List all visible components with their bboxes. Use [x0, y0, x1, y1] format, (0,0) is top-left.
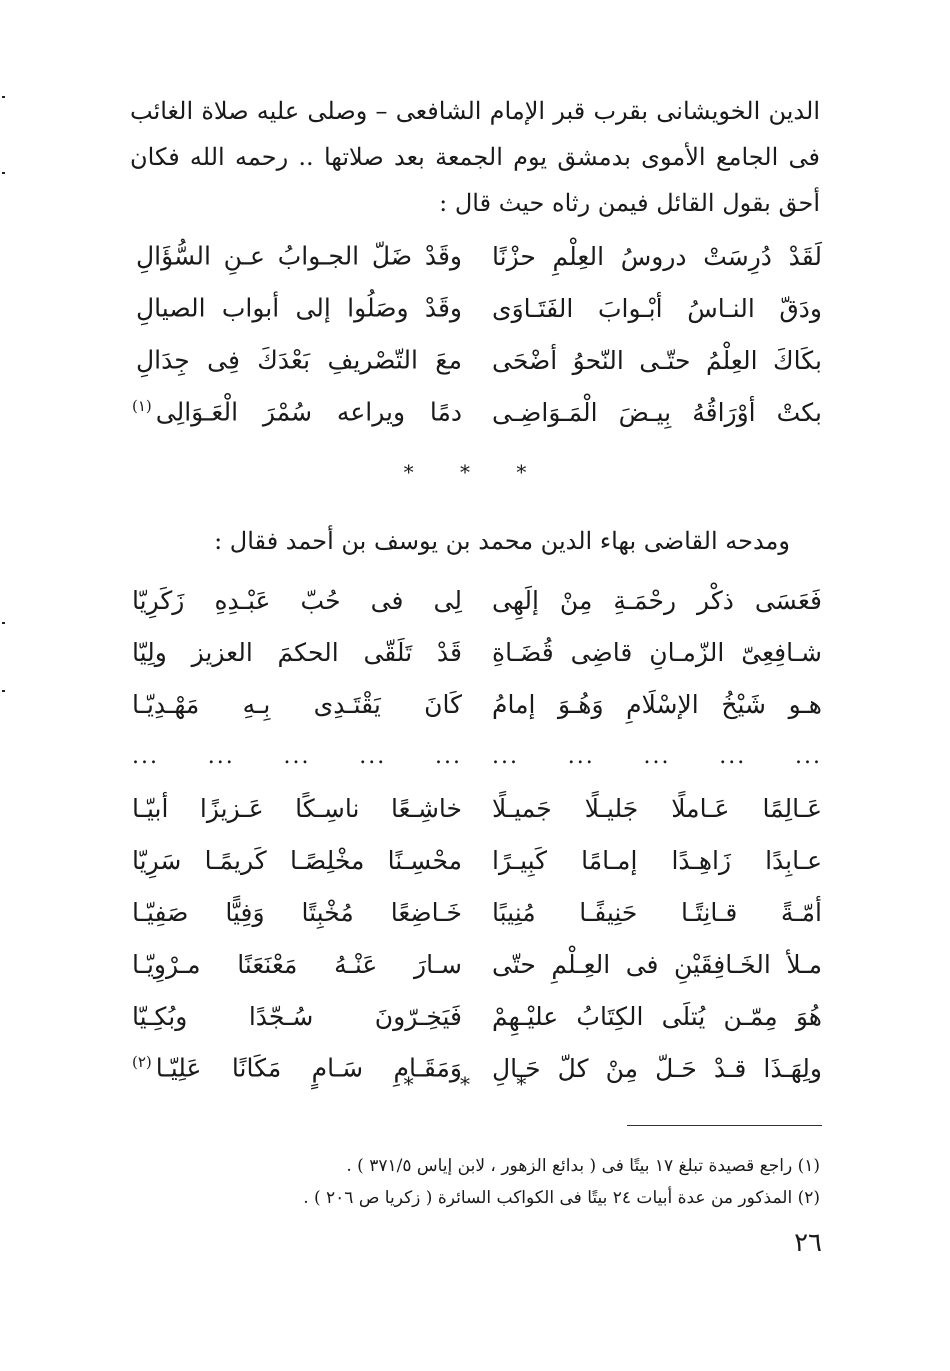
- omission-ellipsis: ... ... ... ... ... ... ... ... ... ...: [132, 743, 822, 769]
- first-hemistich: فَعَسَى ذكْر رحْمَـةِ مِنْ إلَهِى: [492, 585, 822, 615]
- second-hemistich: قَدْ تَلَقّى الحكمَ العزيز ولِيّا: [132, 637, 462, 667]
- margin-mark: [2, 172, 5, 174]
- first-hemistich: عـابِدًا زَاهِـدًا إمـامًا كَبِيـرًا: [492, 845, 822, 875]
- verse-line: [132, 334, 822, 386]
- second-hemistich: وقَدْ ضَلّ الجـوابُ عـنِ السُّؤَالِ: [136, 241, 462, 271]
- footnote-item: (٢) المذكور من عدة أبيات ٢٤ بيتًا فى الكواكب السائرة ( زكريا ص ٢٠٦ ) .: [303, 1188, 820, 1208]
- first-hemistich: لَقَدْ دُرِسَتْ دروسُ العِلْمِ حزْنًا: [492, 241, 822, 271]
- first-hemistich: مـلأ الخَـافِقَيْنِ فى العِـلْمِ حتّى: [492, 949, 822, 979]
- first-hemistich: عَـالِمًا عَـاملًا جَليـلًا جَميـلًا: [492, 793, 822, 823]
- elegy-poem: [132, 230, 822, 438]
- second-hemistich: خاشِـعًا ناسِـكًا عَـزيزًا أبيّـا: [132, 793, 462, 823]
- poem-intro: ومدحه القاضى بهاء الدين محمد بن يوسف بن أحمد فقال :: [214, 527, 790, 555]
- verse-line: [132, 834, 822, 886]
- second-hemistich: معَ التّصْريفِ بَعْدَكَ فِى جِدَالِ: [136, 345, 462, 375]
- second-hemistich: كَانَ يَقْتَـدِى بِـهِ مَهْـدِيّـا: [132, 689, 462, 719]
- page-number: ٢٦: [794, 1228, 822, 1258]
- second-hemistich: وقَدْ وصَلُوا إلى أبواب الصيالِ: [136, 293, 462, 323]
- first-hemistich: أمّـةً قـانِتًـا حَنِيفًـا مُنِيبًا: [492, 897, 822, 927]
- second-hemistich: خَـاضِعًا مُخْبِتًا وَفِيًّا صَفِيّـا: [132, 897, 462, 927]
- second-hemistich: سـارَ عَنْـهُ مَعْنَعَنًا مـرْوِيّـا: [132, 949, 462, 979]
- footnote-ref: (١): [132, 397, 152, 416]
- second-hemistich: فَيَخِـرّونَ سُـجّدًا وبُكِـيّا: [132, 1001, 462, 1031]
- second-hemistich: محْسِـنًا مخْلِصًـا كَريمًـا سَرِيّا: [132, 845, 462, 875]
- footnotes: [130, 1150, 820, 1214]
- verse-line: [132, 282, 822, 334]
- margin-mark: [2, 96, 5, 98]
- footnote-ref: (٢): [132, 1053, 152, 1072]
- verse-line: [132, 938, 822, 990]
- footnote-item: (١) راجع قصيدة تبلغ ١٧ بيتًا فى ( بدائع الزهور ، لابن إياس ٣٧١/٥ ) .: [346, 1156, 820, 1176]
- praise-poem: [132, 574, 822, 1094]
- first-hemistich: بكتْ أوْرَاقُهُ بِيـضَ الْمَـوَاضِـى: [492, 397, 822, 427]
- first-hemistich: هـو شَيْخُ الإسْلَامِ وَهُـوَ إمامُ: [492, 689, 822, 719]
- verse-line: [132, 626, 822, 678]
- prose-paragraph: الدين الخويشانى بقرب قبر الإمام الشافعى – وصلى عليه صلاة الغائب فى الجامع الأموى بدمشق يوم الجمعة بعد صلاتها .. رحمه الله فكان أحق بقول القائل فيمن رثاه حيث قال :: [130, 97, 820, 217]
- first-hemistich: ودَقّ النـاسُ أبْـوابَ الفَتَـاوَى: [492, 293, 822, 323]
- verse-line: [132, 886, 822, 938]
- first-hemistich: شـافِعِىّ الزّمـانِ قاضِى قُضَـاةِ: [492, 637, 822, 667]
- section-divider: * * *: [403, 1072, 547, 1096]
- verse-line: [132, 230, 822, 282]
- verse-line: [132, 386, 822, 438]
- verse-line: [132, 678, 822, 730]
- first-hemistich: هُوَ مِمّـن يُتلَى الكِتَابُ عليْـهِمْ: [492, 1001, 822, 1031]
- section-divider: * * *: [403, 460, 547, 484]
- margin-mark: [2, 690, 5, 692]
- second-hemistich: دمًا ويراعه سُمْرَ الْعَـوَالِى$^{(١)}$: [132, 397, 462, 427]
- second-hemistich: لِى فى حُبّ عَبْـدِهِ زَكَرِيّا: [132, 585, 462, 615]
- second-hemistich: وَمَقَـامِ سَـامٍ مَكَانًا عَلِيّـا$^{(٢)}$: [132, 1053, 462, 1083]
- footnote-rule: [627, 1125, 822, 1126]
- first-hemistich: بكَاكَ العِلْمُ حتّـى النّحوُ أضْحَى: [492, 345, 822, 375]
- margin-mark: [2, 622, 5, 624]
- verse-line: [132, 782, 822, 834]
- verse-line: [132, 574, 822, 626]
- first-hemistich: ولِهَـذَا قـدْ حَـلّ مِنْ كلّ حَـالِ: [492, 1053, 822, 1083]
- verse-line: [132, 990, 822, 1042]
